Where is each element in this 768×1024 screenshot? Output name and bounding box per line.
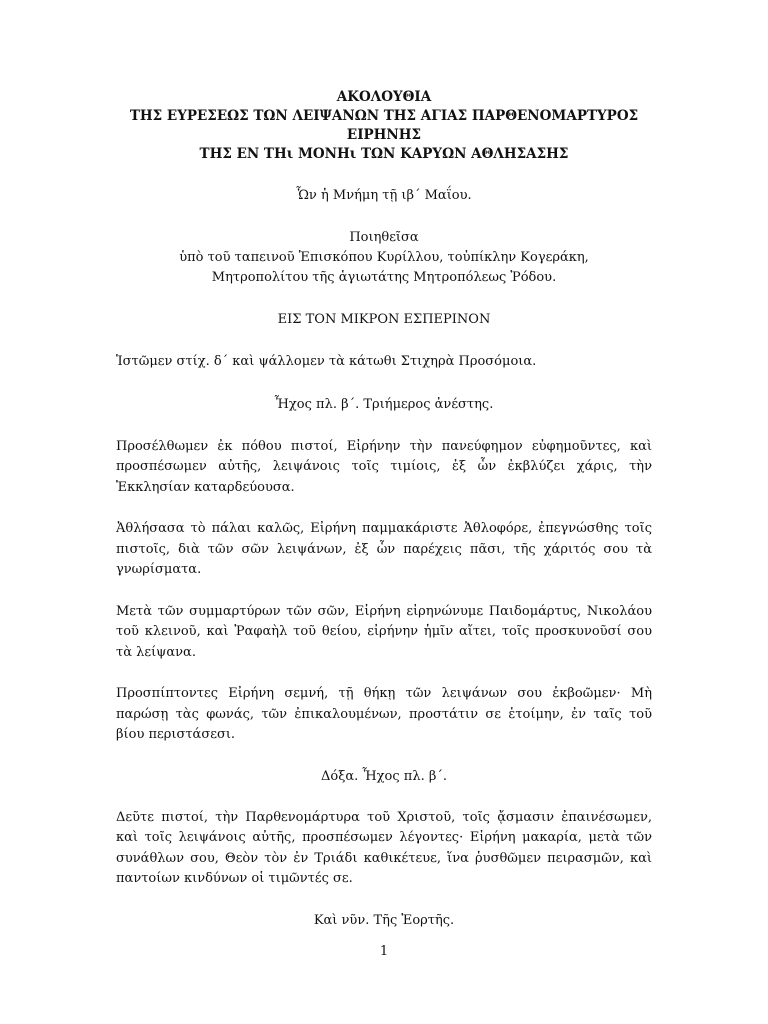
doxa-heading: Δόξα. Ἦχος πλ. β΄. xyxy=(320,768,447,784)
page-number: 1 xyxy=(379,944,389,959)
kai-nyn-heading: Καὶ νῦν. Τῆς Ἑορτῆς. xyxy=(313,912,455,928)
doxastikon: Δεῦτε πιστοί, τὴν Παρθενομάρτυρα τοῦ Χριστοῦ, τοῖς ᾄσμασιν ἐπαινέσωμεν, καὶ τοῖς λειψάνοις αὐτῆς, προσπέσωμεν λέγοντες· Εἰρήνη μακαρία, μετὰ τῶν συνάθλων σου, Θεὸν τὸν ἐν Τριάδι καθικέτευε, ἵνα ῥυσθῶμεν πειρασμῶν, καὶ παντοίων κινδύνων οἱ τιμῶντές σε. xyxy=(116,809,652,886)
section-title: ΕΙΣ ΤΟΝ ΜΙΚΡΟΝ ΕΣΠΕΡΙΝΟΝ xyxy=(277,312,491,327)
memory-date: Ὧν ἡ Μνήμη τῇ ιβ΄ Μαΐου. xyxy=(296,188,472,203)
author-line-2: ὑπὸ τοῦ ταπεινοῦ Ἐπισκόπου Κυρίλλου, τοὐπίκλην Κογεράκη, xyxy=(179,250,589,265)
troparion-3: Μετὰ τῶν συμμαρτύρων τῶν σῶν, Εἰρήνη εἰρηνώνυμε Παιδομάρτυς, Νικολάου τοῦ κλεινοῦ, καὶ Ῥαφαὴλ τοῦ θείου, εἰρήνην ἡμῖν αἴτει, τοῖς προσκυνοῦσί σου τὰ λείψανα. xyxy=(116,603,652,660)
heading-line-2: ΤΗΣ ΕΥΡΕΣΕΩΣ ΤΩΝ ΛΕΙΨΑΝΩΝ ΤΗΣ ΑΓΙΑΣ ΠΑΡΘΕΝΟΜΑΡΤΥΡΟΣ xyxy=(129,108,639,124)
rubric: Ἱστῶμεν στίχ. δ΄ καὶ ψάλλομεν τὰ κάτωθι Στιχηρὰ Προσόμοια. xyxy=(116,354,537,369)
author-line-1: Ποιηθεῖσα xyxy=(349,230,419,245)
troparion-4: Προσπίπτοντες Εἰρήνη σεμνή, τῇ θήκῃ τῶν λειψάνων σου ἐκβοῶμεν· Μὴ παρώσῃ τὰς φωνάς, τῶν ἐπικαλουμένων, προστάτιν σε ἑτοίμην, ἐν ταῖς τοῦ βίου περιστάσεσι. xyxy=(116,686,652,742)
troparion-2: Ἀθλήσασα τὸ πάλαι καλῶς, Εἰρήνη παμμακάριστε Ἀθλοφόρε, ἐπεγνώσθης τοῖς πιστοῖς, διὰ τῶν σῶν λειψάνων, ἐξ ὧν παρέχεις πᾶσι, τῆς χάριτός σου τὰ γνωρίσματα. xyxy=(116,521,652,577)
heading-line-1: ΑΚΟΛΟΥΘΙΑ xyxy=(336,89,432,105)
heading-line-4: ΤΗΣ ΕΝ ΤΗι ΜΟΝΗι ΤΩΝ ΚΑΡΥΩΝ ΑΘΛΗΣΑΣΗΣ xyxy=(199,146,569,162)
author-line-3: Μητροπολίτου τῆς ἁγιωτάτης Μητροπόλεως Ῥόδου. xyxy=(211,270,557,285)
troparion-1: Προσέλθωμεν ἐκ πόθου πιστοί, Εἰρήνην τὴν πανεύφημον εὐφημοῦντες, καὶ προσπέσωμεν αὐτῆς, λειψάνοις τοῖς τιμίοις, ἐξ ὧν ἐκβλύζει χάρις, τὴν Ἐκκλησίαν καταρδεύουσα. xyxy=(116,438,652,495)
tone-heading: Ἦχος πλ. β΄. Τριήμερος ἀνέστης. xyxy=(274,396,494,412)
heading-line-3: ΕΙΡΗΝΗΣ xyxy=(346,127,422,143)
document-page xyxy=(116,88,652,931)
